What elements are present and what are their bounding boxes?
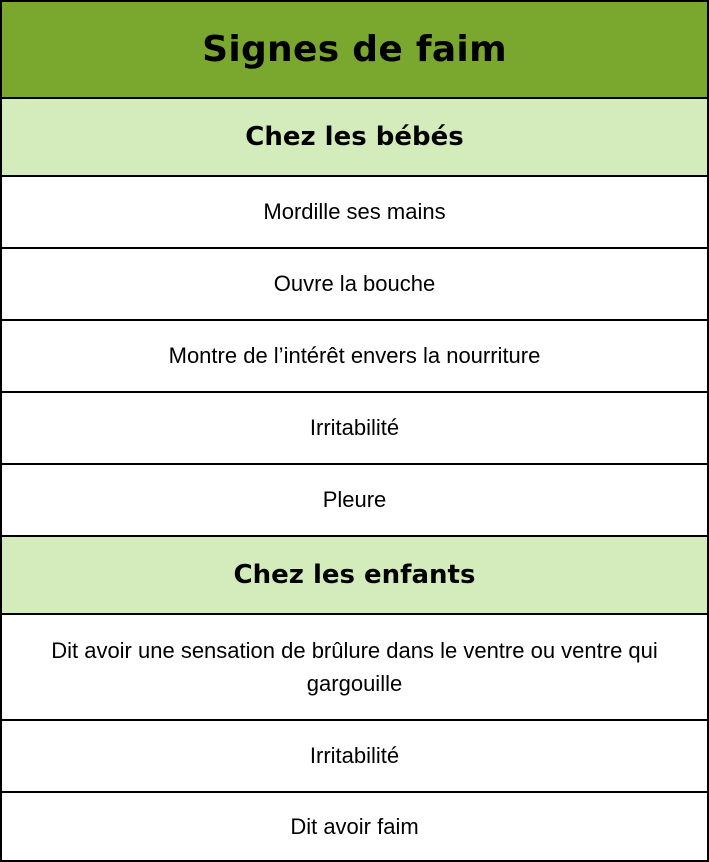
list-item: Ouvre la bouche: [2, 249, 707, 321]
list-item: Dit avoir une sensation de brûlure dans le ventre ou ventre qui gargouille: [2, 615, 707, 721]
table-title: Signes de faim: [2, 2, 707, 99]
list-item: Irritabilité: [2, 393, 707, 465]
list-item: Mordille ses mains: [2, 177, 707, 249]
section-heading-babies: Chez les bébés: [2, 99, 707, 177]
list-item: Irritabilité: [2, 721, 707, 793]
list-item: Montre de l’intérêt envers la nourriture: [2, 321, 707, 393]
list-item: Dit avoir faim: [2, 793, 707, 860]
section-heading-children: Chez les enfants: [2, 537, 707, 615]
list-item: Pleure: [2, 465, 707, 537]
